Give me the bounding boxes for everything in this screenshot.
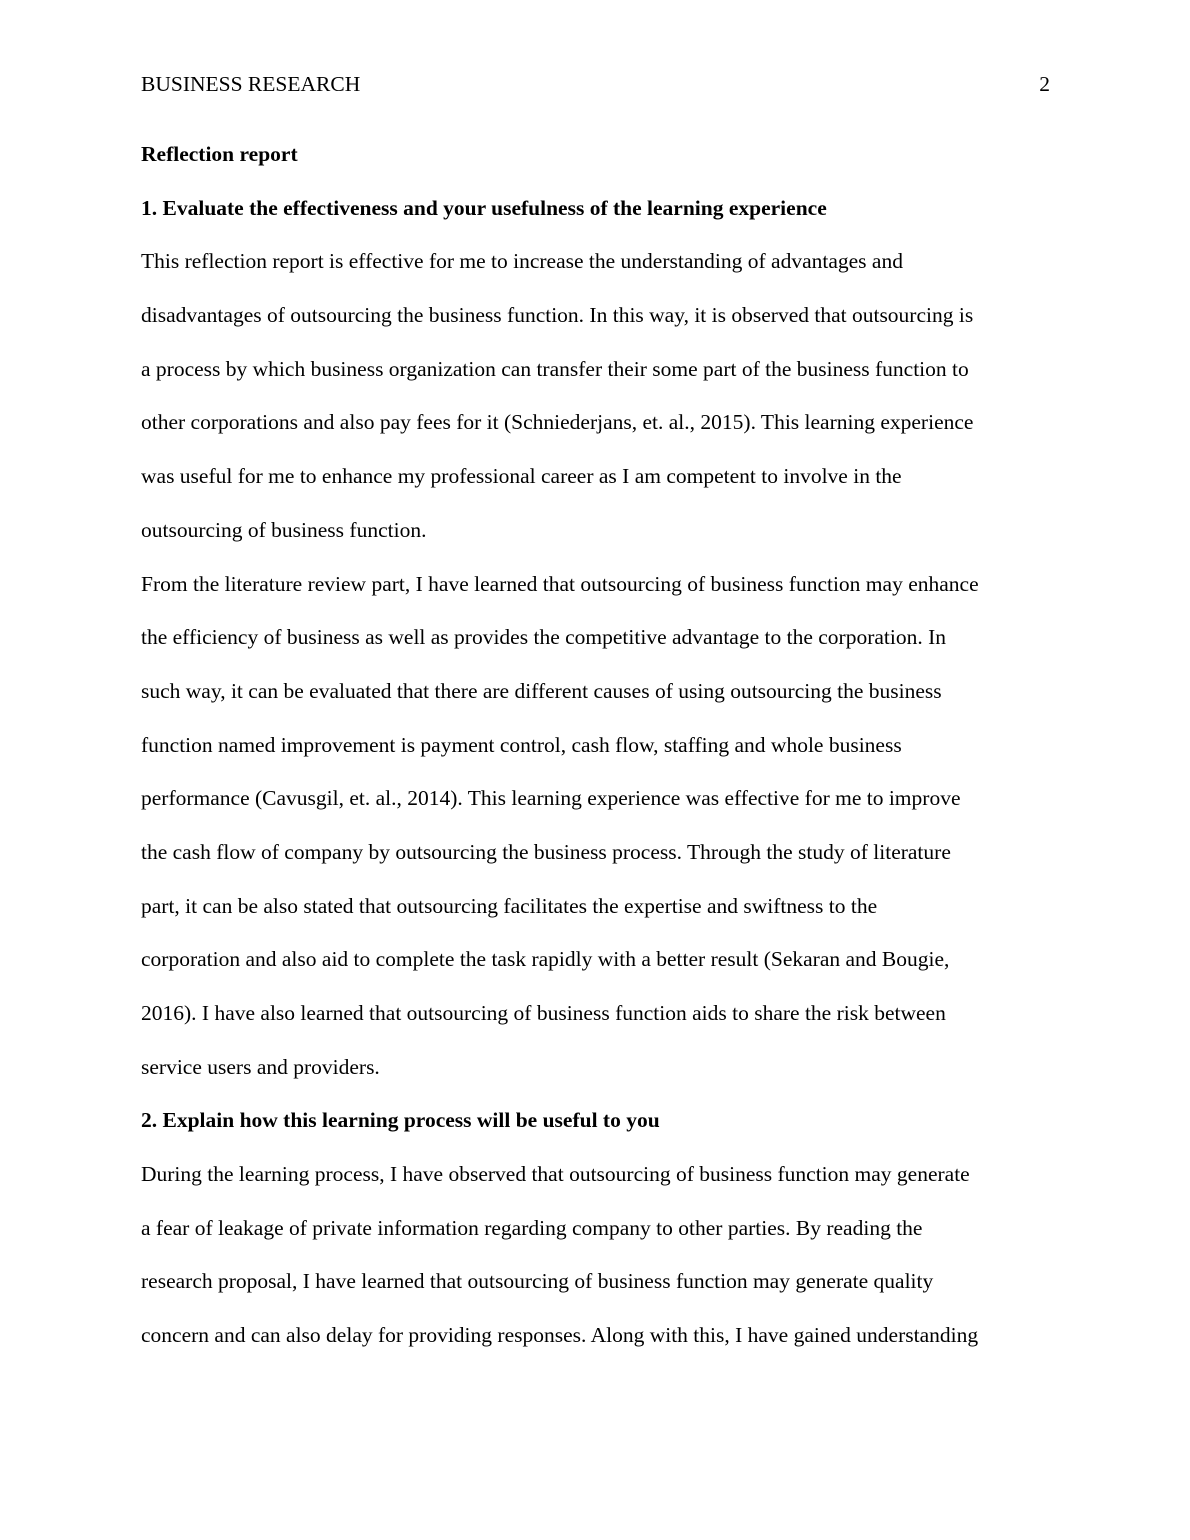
paragraph-line: was useful for me to enhance my professional career as I am competent to involve in the xyxy=(141,464,902,489)
section-2-heading: 2. Explain how this learning process will be useful to you xyxy=(141,1108,660,1133)
section-1-paragraph-2 xyxy=(141,570,1050,1107)
section-1-heading: 1. Evaluate the effectiveness and your usefulness of the learning experience xyxy=(141,195,827,220)
paragraph-line: 2016). I have also learned that outsourcing of business function aids to share the risk between xyxy=(141,1001,946,1025)
paragraph-line: During the learning process, I have observed that outsourcing of business function may generate xyxy=(141,1162,970,1187)
paragraph-line: a process by which business organization can transfer their some part of the business function to xyxy=(141,356,969,381)
document-body xyxy=(141,140,1050,1375)
paragraph-line: From the literature review part, I have learned that outsourcing of business function may enhance xyxy=(141,571,979,596)
report-title: Reflection report xyxy=(141,142,298,166)
paragraph-line: outsourcing of business function. xyxy=(141,517,427,542)
paragraph-line: concern and can also delay for providing responses. Along with this, I have gained understanding xyxy=(141,1323,979,1348)
paragraph-line: function named improvement is payment control, cash flow, staffing and whole business xyxy=(141,732,902,757)
paragraph-line: This reflection report is effective for me to increase the understanding of advantages and xyxy=(141,249,903,274)
paragraph-line: other corporations and also pay fees for it (Schniederjans, et. al., 2015). This learning experience xyxy=(141,410,974,435)
paragraph-line: disadvantages of outsourcing the business function. In this way, it is observed that outsourcing is xyxy=(141,303,974,328)
section-2-paragraph-1 xyxy=(141,1160,1050,1375)
paragraph-line: such way, it can be evaluated that there are different causes of using outsourcing the business xyxy=(141,678,942,703)
paragraph-line: the efficiency of business as well as provides the competitive advantage to the corporation. In xyxy=(141,625,947,650)
paragraph-line: corporation and also aid to complete the task rapidly with a better result (Sekaran and Bougie, xyxy=(141,947,950,972)
running-head xyxy=(141,70,1050,98)
paragraph-line: research proposal, I have learned that outsourcing of business function may generate quality xyxy=(141,1269,934,1294)
paragraph-line: a fear of leakage of private information regarding company to other parties. By reading the xyxy=(141,1215,923,1240)
page-number: 2 xyxy=(1039,72,1050,96)
paragraph-line: performance (Cavusgil, et. al., 2014). This learning experience was effective for me to improve xyxy=(141,786,961,811)
paragraph-line: service users and providers. xyxy=(141,1054,380,1079)
paragraph-line: the cash flow of company by outsourcing the business process. Through the study of literature xyxy=(141,839,951,864)
section-1-paragraph-1 xyxy=(141,247,1050,569)
running-head-title: BUSINESS RESEARCH xyxy=(141,72,361,96)
paragraph-line: part, it can be also stated that outsourcing facilitates the expertise and swiftness to the xyxy=(141,893,878,918)
